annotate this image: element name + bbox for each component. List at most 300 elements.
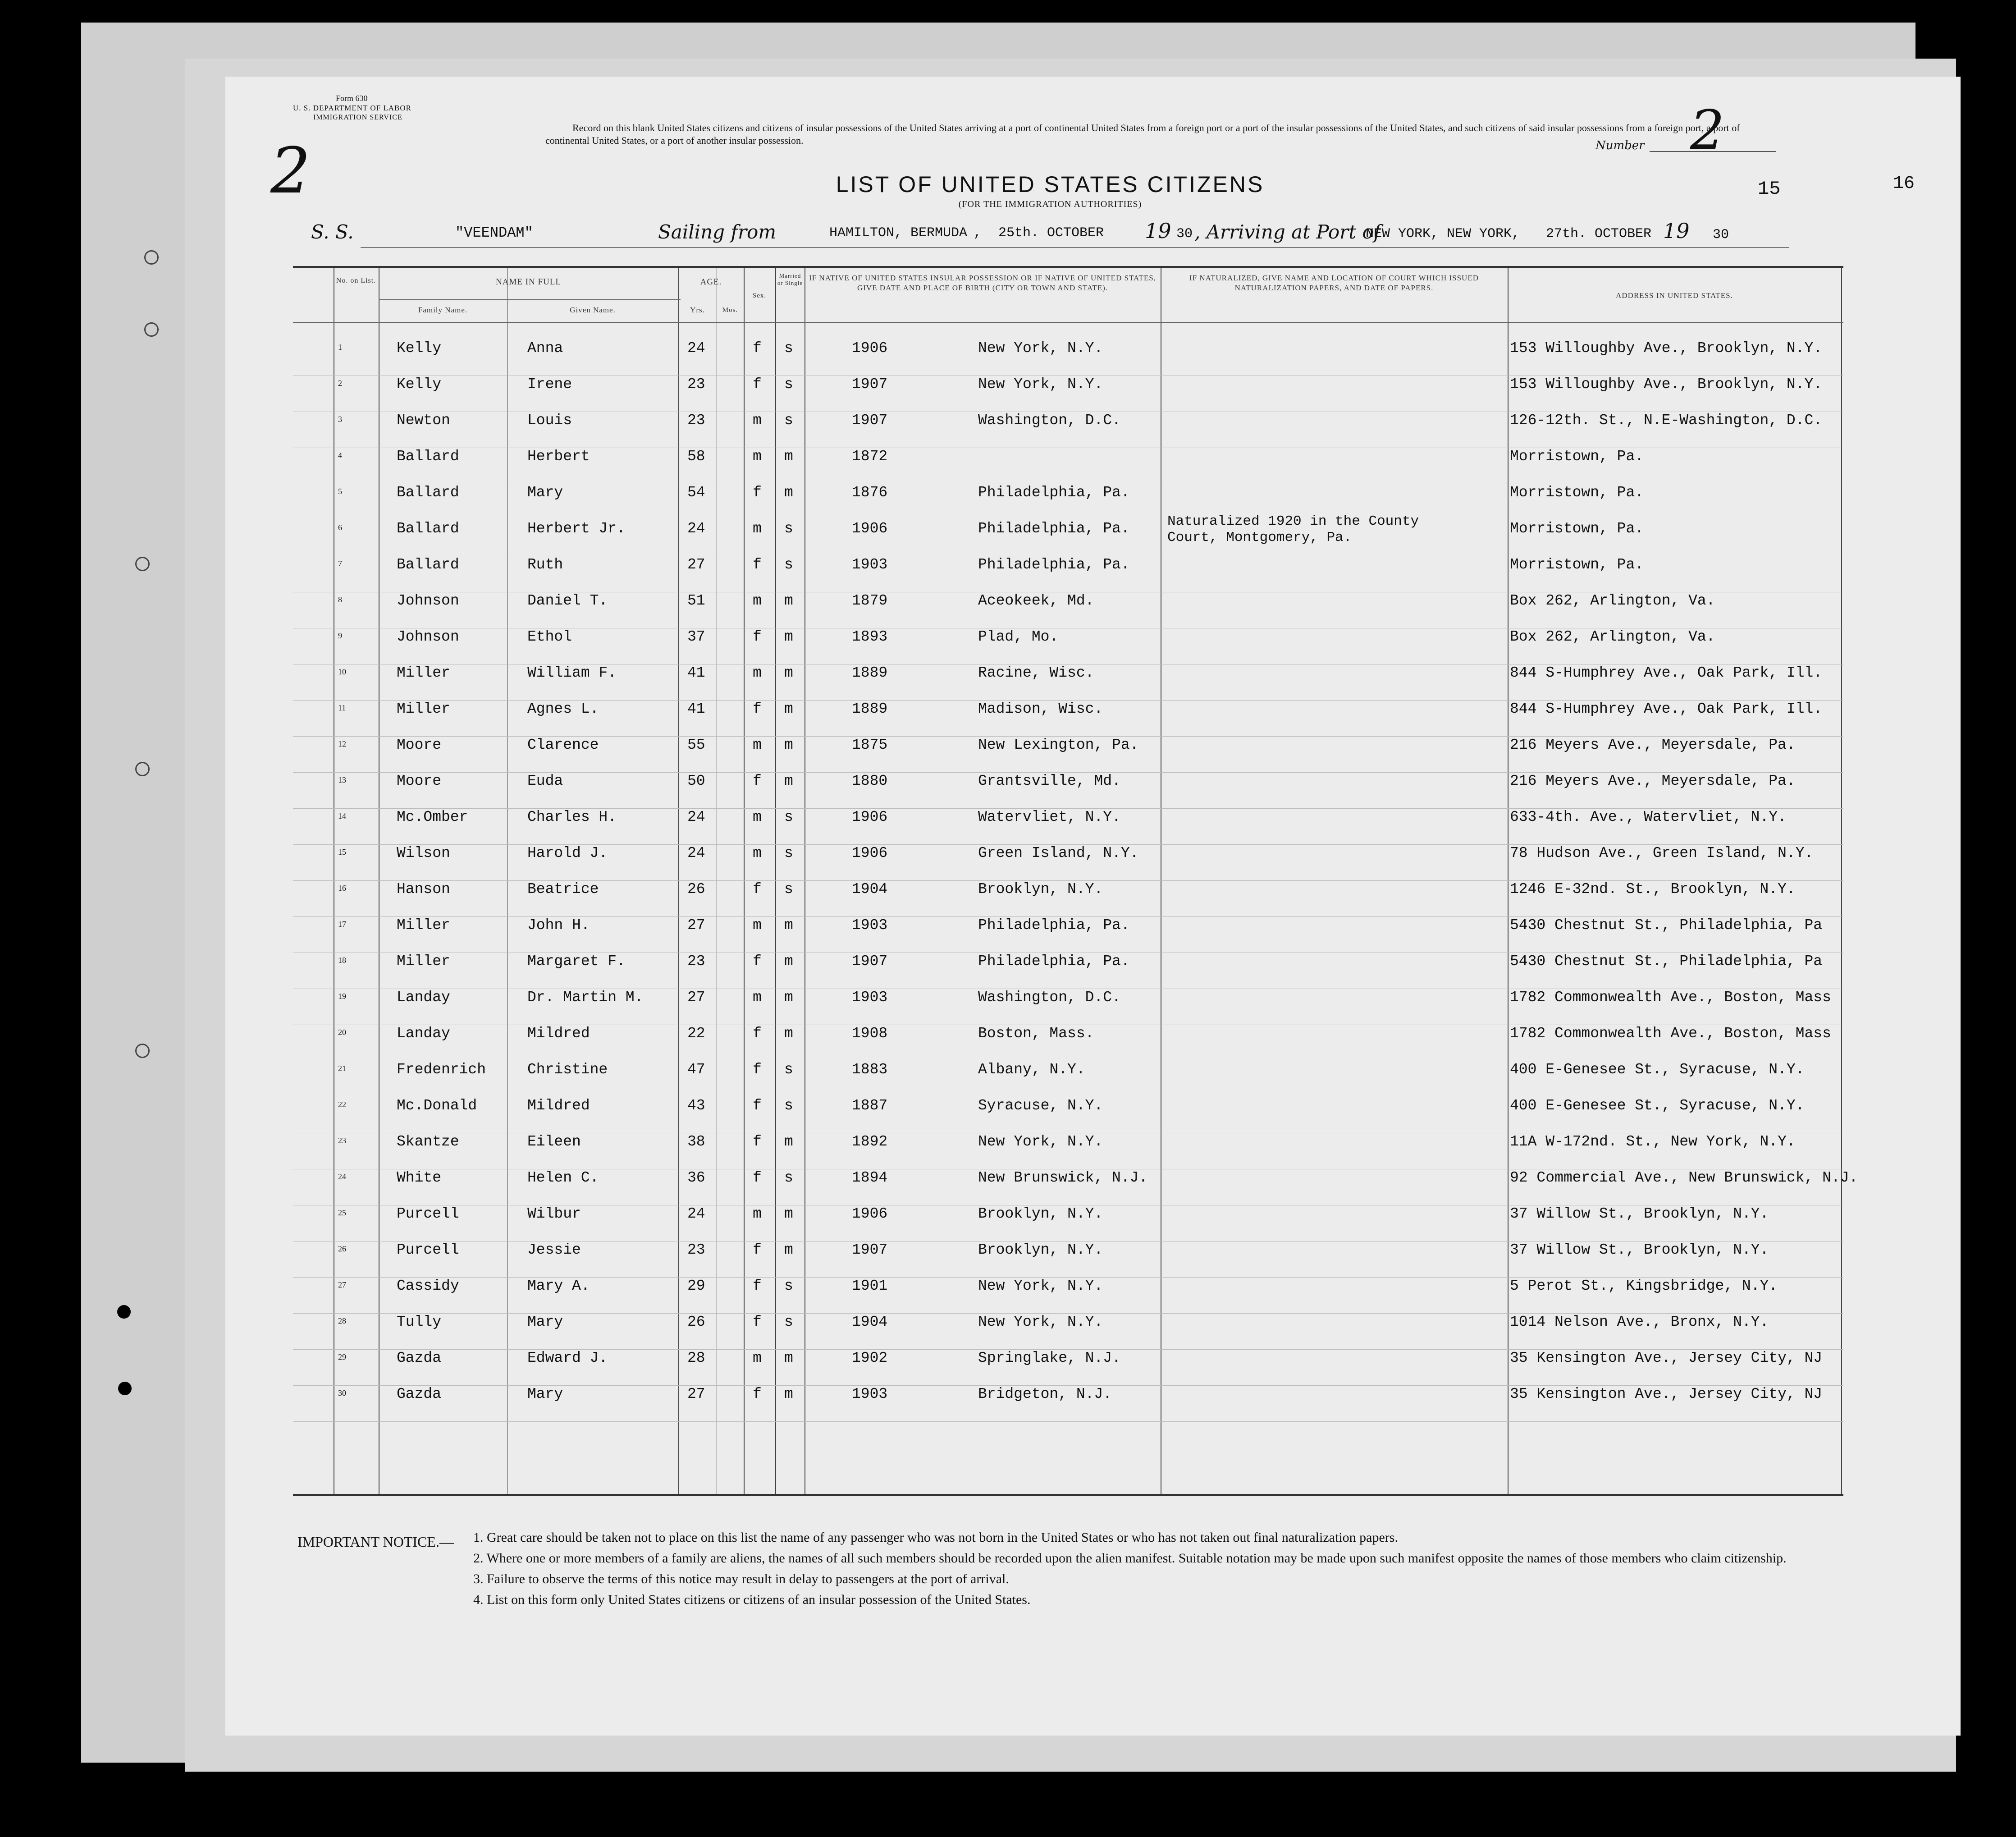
cell-sex: m — [753, 845, 762, 861]
cell-marital-status: m — [784, 917, 793, 934]
cell-marital-status: m — [784, 737, 793, 753]
cell-no: 14 — [338, 811, 346, 820]
cell-birth-year: 1908 — [852, 1025, 888, 1042]
table-row — [293, 556, 1843, 592]
department-line: U. S. DEPARTMENT OF LABOR — [293, 104, 411, 112]
cell-no: 29 — [338, 1352, 346, 1361]
cell-family-name: Cassidy — [397, 1278, 459, 1294]
notice-item: 3. Failure to observe the terms of this notice may result in delay to passengers at the port of arrival. — [473, 1571, 1009, 1586]
table-row — [293, 737, 1843, 773]
cell-no: 16 — [338, 884, 346, 893]
cell-birth-year: 1880 — [852, 773, 888, 789]
cell-no: 10 — [338, 667, 346, 676]
cell-marital-status: m — [784, 1241, 793, 1258]
cell-no: 19 — [338, 992, 346, 1001]
table-row — [293, 664, 1843, 701]
cell-sex: m — [753, 737, 762, 753]
cell-marital-status: m — [784, 1133, 793, 1150]
cell-given-name: Mary — [527, 484, 563, 501]
cell-family-name: Johnson — [397, 628, 459, 645]
cell-family-name: Kelly — [397, 340, 442, 357]
cell-family-name: Miller — [397, 664, 450, 681]
cell-birth-place: Albany, N.Y. — [978, 1061, 1085, 1078]
table-row — [293, 809, 1843, 845]
cell-age: 24 — [687, 340, 705, 357]
col-header-sex: Sex. — [752, 292, 767, 299]
cell-age: 24 — [687, 1205, 705, 1222]
cell-address: 37 Willow St., Brooklyn, N.Y. — [1510, 1205, 1769, 1222]
cell-given-name: Ethol — [527, 628, 572, 645]
cell-given-name: Louis — [527, 412, 572, 429]
cell-birth-year: 1904 — [852, 1314, 888, 1330]
sailing-label: Sailing from — [658, 221, 777, 243]
cell-family-name: Skantze — [397, 1133, 459, 1150]
table-row — [293, 989, 1843, 1025]
cell-no: 12 — [338, 739, 346, 748]
cell-given-name: Herbert — [527, 448, 590, 465]
cell-age: 22 — [687, 1025, 705, 1042]
cell-given-name: Clarence — [527, 737, 599, 753]
cell-address: Morristown, Pa. — [1510, 448, 1644, 465]
cell-age: 58 — [687, 448, 705, 465]
cell-age: 41 — [687, 664, 705, 681]
cell-birth-place: Brooklyn, N.Y. — [978, 1241, 1103, 1258]
cell-marital-status: s — [784, 412, 793, 429]
cell-no: 17 — [338, 920, 346, 929]
naturalization-note-line: Court, Montgomery, Pa. — [1167, 530, 1352, 545]
cell-no: 18 — [338, 956, 346, 965]
cell-no: 2 — [338, 379, 342, 388]
cell-address: 844 S-Humphrey Ave., Oak Park, Ill. — [1510, 664, 1823, 681]
cell-age: 50 — [687, 773, 705, 789]
cell-age: 41 — [687, 701, 705, 717]
cell-address: 1014 Nelson Ave., Bronx, N.Y. — [1510, 1314, 1769, 1330]
cell-age: 24 — [687, 845, 705, 861]
notice-item: 2. Where one or more members of a family are aliens, the names of all such members should be recorded upon the alien manifest. Suitable notation may be made upon such manifest opposite the names of those members who claim citizenship. — [473, 1551, 1787, 1566]
cell-age: 36 — [687, 1169, 705, 1186]
cell-marital-status: s — [784, 520, 793, 537]
cell-address: 37 Willow St., Brooklyn, N.Y. — [1510, 1241, 1769, 1258]
cell-birth-year: 1876 — [852, 484, 888, 501]
cell-age: 27 — [687, 917, 705, 934]
cell-sex: f — [753, 628, 762, 645]
cell-sex: f — [753, 1386, 762, 1402]
arrival-year: 30 — [1713, 227, 1729, 243]
cell-no: 23 — [338, 1136, 346, 1145]
ship-name: "VEENDAM" — [455, 224, 533, 241]
cell-birth-year: 1904 — [852, 881, 888, 898]
cell-no: 5 — [338, 487, 342, 496]
cell-marital-status: m — [784, 448, 793, 465]
cell-family-name: Tully — [397, 1314, 442, 1330]
cell-age: 27 — [687, 556, 705, 573]
table-row — [293, 1241, 1843, 1278]
cell-given-name: Margaret F. — [527, 953, 626, 970]
row-rule — [293, 1421, 1843, 1422]
table-row — [293, 1169, 1858, 1205]
cell-given-name: Anna — [527, 340, 563, 357]
binder-hole — [144, 322, 159, 337]
cell-address: Box 262, Arlington, Va. — [1510, 628, 1715, 645]
cell-birth-place: Bridgeton, N.J. — [978, 1386, 1112, 1402]
notice-item: 1. Great care should be taken not to place on this list the name of any passenger who was not born in the United States or who has not taken out final naturalization papers. — [473, 1530, 1398, 1545]
col-header-birth: IF NATIVE OF UNITED STATES INSULAR POSSESSION OR IF NATIVE OF UNITED STATES, GIVE DATE AND PLACE OF BIRTH (CITY OR TOWN AND STATE). — [809, 274, 1156, 292]
cell-address: 5430 Chestnut St., Philadelphia, Pa — [1510, 917, 1823, 934]
cell-birth-year: 1875 — [852, 737, 888, 753]
cell-marital-status: m — [784, 953, 793, 970]
cell-given-name: Beatrice — [527, 881, 599, 898]
cell-birth-year: 1903 — [852, 1386, 888, 1402]
cell-birth-year: 1872 — [852, 448, 888, 465]
cell-birth-place: Philadelphia, Pa. — [978, 917, 1130, 934]
cell-sex: m — [753, 664, 762, 681]
notice-title: IMPORTANT NOTICE.— — [297, 1534, 454, 1550]
cell-family-name: Miller — [397, 701, 450, 717]
cell-age: 47 — [687, 1061, 705, 1078]
table-row — [293, 448, 1843, 484]
cell-family-name: Landay — [397, 1025, 450, 1042]
cell-birth-place: New Brunswick, N.J. — [978, 1169, 1148, 1186]
cell-address: 92 Commercial Ave., New Brunswick, N.J. — [1510, 1169, 1858, 1186]
cell-birth-year: 1906 — [852, 520, 888, 537]
cell-family-name: White — [397, 1169, 442, 1186]
cell-marital-status: s — [784, 1169, 793, 1186]
cell-given-name: Mildred — [527, 1097, 590, 1114]
cell-age: 23 — [687, 376, 705, 393]
cell-birth-place: New York, N.Y. — [978, 1278, 1103, 1294]
cell-family-name: Gazda — [397, 1386, 442, 1402]
cell-address: 1782 Commonwealth Ave., Boston, Mass — [1510, 1025, 1831, 1042]
cell-marital-status: s — [784, 556, 793, 573]
page-number-16: 16 — [1893, 174, 1915, 194]
cell-birth-place: Madison, Wisc. — [978, 701, 1103, 717]
cell-no: 25 — [338, 1208, 346, 1217]
manifest-page — [225, 77, 1961, 1736]
cell-address: 216 Meyers Ave., Meyersdale, Pa. — [1510, 737, 1796, 753]
cell-no: 30 — [338, 1388, 346, 1397]
cell-birth-year: 1887 — [852, 1097, 888, 1114]
cell-birth-place: New York, N.Y. — [978, 376, 1103, 393]
table-row — [293, 881, 1843, 917]
cell-birth-place: Philadelphia, Pa. — [978, 484, 1130, 501]
cell-given-name: Ruth — [527, 556, 563, 573]
cell-birth-year: 1889 — [852, 701, 888, 717]
cell-age: 26 — [687, 1314, 705, 1330]
table-row — [293, 1061, 1843, 1097]
table-row — [293, 412, 1843, 448]
cell-age: 37 — [687, 628, 705, 645]
col-header-no: No. on List. — [336, 277, 376, 284]
cell-sex: f — [753, 340, 762, 357]
cell-family-name: Fredenrich — [397, 1061, 486, 1078]
cell-address: 153 Willoughby Ave., Brooklyn, N.Y. — [1510, 340, 1823, 357]
cell-birth-year: 1893 — [852, 628, 888, 645]
cell-sex: f — [753, 484, 762, 501]
table-row — [293, 376, 1843, 412]
table-row — [293, 953, 1843, 989]
cell-sex: m — [753, 592, 762, 609]
cell-sex: m — [753, 448, 762, 465]
cell-age: 23 — [687, 1241, 705, 1258]
cell-family-name: Purcell — [397, 1205, 459, 1222]
cell-marital-status: m — [784, 592, 793, 609]
cell-birth-place: Brooklyn, N.Y. — [978, 1205, 1103, 1222]
cell-given-name: John H. — [527, 917, 590, 934]
page-subtitle: (FOR THE IMMIGRATION AUTHORITIES) — [958, 199, 1142, 209]
cell-no: 20 — [338, 1028, 346, 1037]
cell-no: 24 — [338, 1172, 346, 1181]
cell-age: 51 — [687, 592, 705, 609]
cell-birth-place: Aceokeek, Md. — [978, 592, 1094, 609]
cell-birth-year: 1889 — [852, 664, 888, 681]
cell-no: 7 — [338, 559, 342, 568]
departure-port: HAMILTON, BERMUDA — [829, 225, 968, 241]
cell-marital-status: m — [784, 1386, 793, 1402]
cell-sex: f — [753, 1241, 762, 1258]
table-row — [293, 917, 1843, 953]
cell-age: 38 — [687, 1133, 705, 1150]
cell-family-name: Mc.Omber — [397, 809, 468, 825]
cell-address: 400 E-Genesee St., Syracuse, N.Y. — [1510, 1061, 1805, 1078]
col-header-name: NAME IN FULL — [496, 277, 561, 287]
cell-marital-status: m — [784, 1025, 793, 1042]
cell-birth-year: 1906 — [852, 845, 888, 861]
cell-birth-place: New York, N.Y. — [978, 1314, 1103, 1330]
cell-family-name: Landay — [397, 989, 450, 1006]
cell-family-name: Mc.Donald — [397, 1097, 477, 1114]
cell-birth-place: Grantsville, Md. — [978, 773, 1121, 789]
cell-birth-place: Watervliet, N.Y. — [978, 809, 1121, 825]
cell-birth-year: 1907 — [852, 376, 888, 393]
cell-family-name: Miller — [397, 917, 450, 934]
cell-family-name: Newton — [397, 412, 450, 429]
cell-family-name: Moore — [397, 773, 442, 789]
cell-address: 153 Willoughby Ave., Brooklyn, N.Y. — [1510, 376, 1823, 393]
cell-birth-place: New York, N.Y. — [978, 340, 1103, 357]
cell-age: 23 — [687, 953, 705, 970]
cell-birth-year: 1902 — [852, 1350, 888, 1366]
cell-given-name: Jessie — [527, 1241, 581, 1258]
cell-age: 28 — [687, 1350, 705, 1366]
col-header-married: Married or Single — [777, 272, 803, 286]
cell-no: 9 — [338, 631, 342, 640]
cell-sex: f — [753, 773, 762, 789]
cell-address: 844 S-Humphrey Ave., Oak Park, Ill. — [1510, 701, 1823, 717]
cell-birth-year: 1903 — [852, 917, 888, 934]
cell-address: 216 Meyers Ave., Meyersdale, Pa. — [1510, 773, 1796, 789]
cell-birth-place: Racine, Wisc. — [978, 664, 1094, 681]
cell-birth-place: New Lexington, Pa. — [978, 737, 1139, 753]
voyage-underline — [361, 247, 1789, 248]
binder-hole — [118, 1382, 132, 1395]
cell-sex: f — [753, 1025, 762, 1042]
cell-marital-status: m — [784, 701, 793, 717]
number-label: Number — [1595, 139, 1645, 152]
cell-marital-status: m — [784, 628, 793, 645]
table-row — [293, 1314, 1843, 1350]
cell-no: 1 — [338, 343, 342, 352]
form-number: Form 630 — [336, 94, 368, 103]
cell-birth-year: 1903 — [852, 556, 888, 573]
col-header-given: Given Name. — [570, 306, 616, 314]
cell-address: Morristown, Pa. — [1510, 520, 1644, 537]
cell-address: 5430 Chestnut St., Philadelphia, Pa — [1510, 953, 1823, 970]
cell-no: 11 — [338, 703, 346, 712]
cell-sex: f — [753, 556, 762, 573]
cell-birth-year: 1906 — [852, 340, 888, 357]
cell-address: 78 Hudson Ave., Green Island, N.Y. — [1510, 845, 1814, 861]
cell-address: 35 Kensington Ave., Jersey City, NJ — [1510, 1386, 1823, 1402]
page-title: LIST OF UNITED STATES CITIZENS — [836, 172, 1265, 197]
table-row — [293, 520, 1843, 556]
cell-age: 29 — [687, 1278, 705, 1294]
cell-birth-place: Washington, D.C. — [978, 412, 1121, 429]
table-row — [293, 701, 1843, 737]
arrival-port: NEW YORK, NEW YORK, — [1366, 226, 1520, 242]
cell-address: 1782 Commonwealth Ave., Boston, Mass — [1510, 989, 1831, 1006]
ss-label: S. S. — [311, 221, 354, 243]
cell-birth-year: 1903 — [852, 989, 888, 1006]
arriving-label: , Arriving at Port of — [1194, 221, 1381, 243]
cell-sex: f — [753, 376, 762, 393]
cell-family-name: Miller — [397, 953, 450, 970]
cell-birth-year: 1906 — [852, 809, 888, 825]
cell-age: 24 — [687, 809, 705, 825]
cell-birth-year: 1883 — [852, 1061, 888, 1078]
binder-hole — [135, 762, 150, 776]
cell-family-name: Gazda — [397, 1350, 442, 1366]
cell-family-name: Wilson — [397, 845, 450, 861]
cell-given-name: Daniel T. — [527, 592, 608, 609]
service-line: IMMIGRATION SERVICE — [313, 114, 402, 121]
cell-age: 27 — [687, 989, 705, 1006]
cell-sex: f — [753, 953, 762, 970]
cell-age: 24 — [687, 520, 705, 537]
cell-sex: f — [753, 1314, 762, 1330]
manifest-table — [293, 266, 1858, 1496]
cell-marital-status: s — [784, 1061, 793, 1078]
cell-birth-place: Washington, D.C. — [978, 989, 1121, 1006]
col-header-family: Family Name. — [418, 306, 468, 314]
cell-birth-year: 1906 — [852, 1205, 888, 1222]
cell-marital-status: m — [784, 1350, 793, 1366]
cell-birth-year: 1907 — [852, 1241, 888, 1258]
cell-no: 6 — [338, 523, 342, 532]
cell-given-name: Eileen — [527, 1133, 581, 1150]
cell-address: 400 E-Genesee St., Syracuse, N.Y. — [1510, 1097, 1805, 1114]
cell-birth-place: Green Island, N.Y. — [978, 845, 1139, 861]
cell-age: 27 — [687, 1386, 705, 1402]
cell-marital-status: s — [784, 845, 793, 861]
cell-given-name: Helen C. — [527, 1169, 599, 1186]
cell-no: 3 — [338, 415, 342, 424]
cell-birth-year: 1907 — [852, 953, 888, 970]
sheet-mark: 2 — [270, 134, 311, 208]
cell-no: 26 — [338, 1244, 346, 1253]
cell-given-name: Mildred — [527, 1025, 590, 1042]
comma-sep: , — [974, 225, 982, 241]
cell-birth-place: Springlake, N.J. — [978, 1350, 1121, 1366]
cell-birth-year: 1894 — [852, 1169, 888, 1186]
cell-birth-place: Boston, Mass. — [978, 1025, 1094, 1042]
cell-birth-place: Plad, Mo. — [978, 628, 1059, 645]
table-row — [293, 845, 1843, 881]
cell-sex: f — [753, 881, 762, 898]
cell-no: 8 — [338, 595, 342, 604]
table-row — [293, 773, 1843, 809]
passenger-rows — [293, 340, 1858, 1494]
cell-marital-status: m — [784, 989, 793, 1006]
cell-family-name: Purcell — [397, 1241, 459, 1258]
cell-address: 5 Perot St., Kingsbridge, N.Y. — [1510, 1278, 1778, 1294]
cell-address: 1246 E-32nd. St., Brooklyn, N.Y. — [1510, 881, 1796, 898]
table-row — [293, 1386, 1843, 1422]
cell-family-name: Kelly — [397, 376, 442, 393]
departure-year-prefix: 19 — [1145, 219, 1171, 243]
cell-marital-status: m — [784, 773, 793, 789]
notice-item: 4. List on this form only United States citizens or citizens of an insular possession of the United States. — [473, 1592, 1031, 1607]
cell-birth-place: Philadelphia, Pa. — [978, 953, 1130, 970]
cell-given-name: Christine — [527, 1061, 608, 1078]
cell-given-name: Harold J. — [527, 845, 608, 861]
table-row — [293, 340, 1843, 376]
table-row — [293, 1133, 1843, 1169]
cell-marital-status: s — [784, 1314, 793, 1330]
cell-birth-place: New York, N.Y. — [978, 1133, 1103, 1150]
cell-given-name: Dr. Martin M. — [527, 989, 644, 1006]
table-row — [293, 592, 1843, 628]
arrival-date: 27th. OCTOBER — [1546, 226, 1652, 242]
col-header-naturalized: IF NATURALIZED, GIVE NAME AND LOCATION OF COURT WHICH ISSUED NATURALIZATION PAPERS, AND DATE OF PAPERS. — [1189, 274, 1479, 292]
table-row — [293, 1350, 1843, 1386]
cell-age: 55 — [687, 737, 705, 753]
table-row — [293, 1097, 1843, 1133]
cell-address: 633-4th. Ave., Watervliet, N.Y. — [1510, 809, 1787, 825]
cell-no: 27 — [338, 1280, 346, 1289]
cell-sex: f — [753, 1133, 762, 1150]
cell-address: Box 262, Arlington, Va. — [1510, 592, 1715, 609]
cell-family-name: Ballard — [397, 520, 459, 537]
cell-marital-status: m — [784, 664, 793, 681]
departure-date: 25th. OCTOBER — [998, 225, 1104, 241]
table-row — [293, 484, 1843, 520]
cell-no: 21 — [338, 1064, 346, 1073]
cell-birth-place: Philadelphia, Pa. — [978, 556, 1130, 573]
cell-address: 126-12th. St., N.E-Washington, D.C. — [1510, 412, 1823, 429]
cell-family-name: Ballard — [397, 556, 459, 573]
table-row — [293, 628, 1843, 664]
binder-hole — [135, 557, 150, 571]
cell-sex: m — [753, 917, 762, 934]
col-header-yrs: Yrs. — [690, 306, 705, 314]
cell-sex: m — [753, 809, 762, 825]
cell-no: 13 — [338, 775, 346, 784]
cell-sex: f — [753, 701, 762, 717]
cell-marital-status: m — [784, 484, 793, 501]
cell-birth-year: 1907 — [852, 412, 888, 429]
naturalization-note-line: Naturalized 1920 in the County — [1167, 513, 1419, 529]
col-header-address: ADDRESS IN UNITED STATES. — [1616, 291, 1733, 300]
cell-age: 54 — [687, 484, 705, 501]
cell-no: 22 — [338, 1100, 346, 1109]
table-row — [293, 1025, 1843, 1061]
page-number-15: 15 — [1758, 178, 1781, 200]
cell-address: Morristown, Pa. — [1510, 556, 1644, 573]
cell-no: 15 — [338, 847, 346, 857]
cell-given-name: Irene — [527, 376, 572, 393]
cell-given-name: Edward J. — [527, 1350, 608, 1366]
cell-birth-year: 1901 — [852, 1278, 888, 1294]
